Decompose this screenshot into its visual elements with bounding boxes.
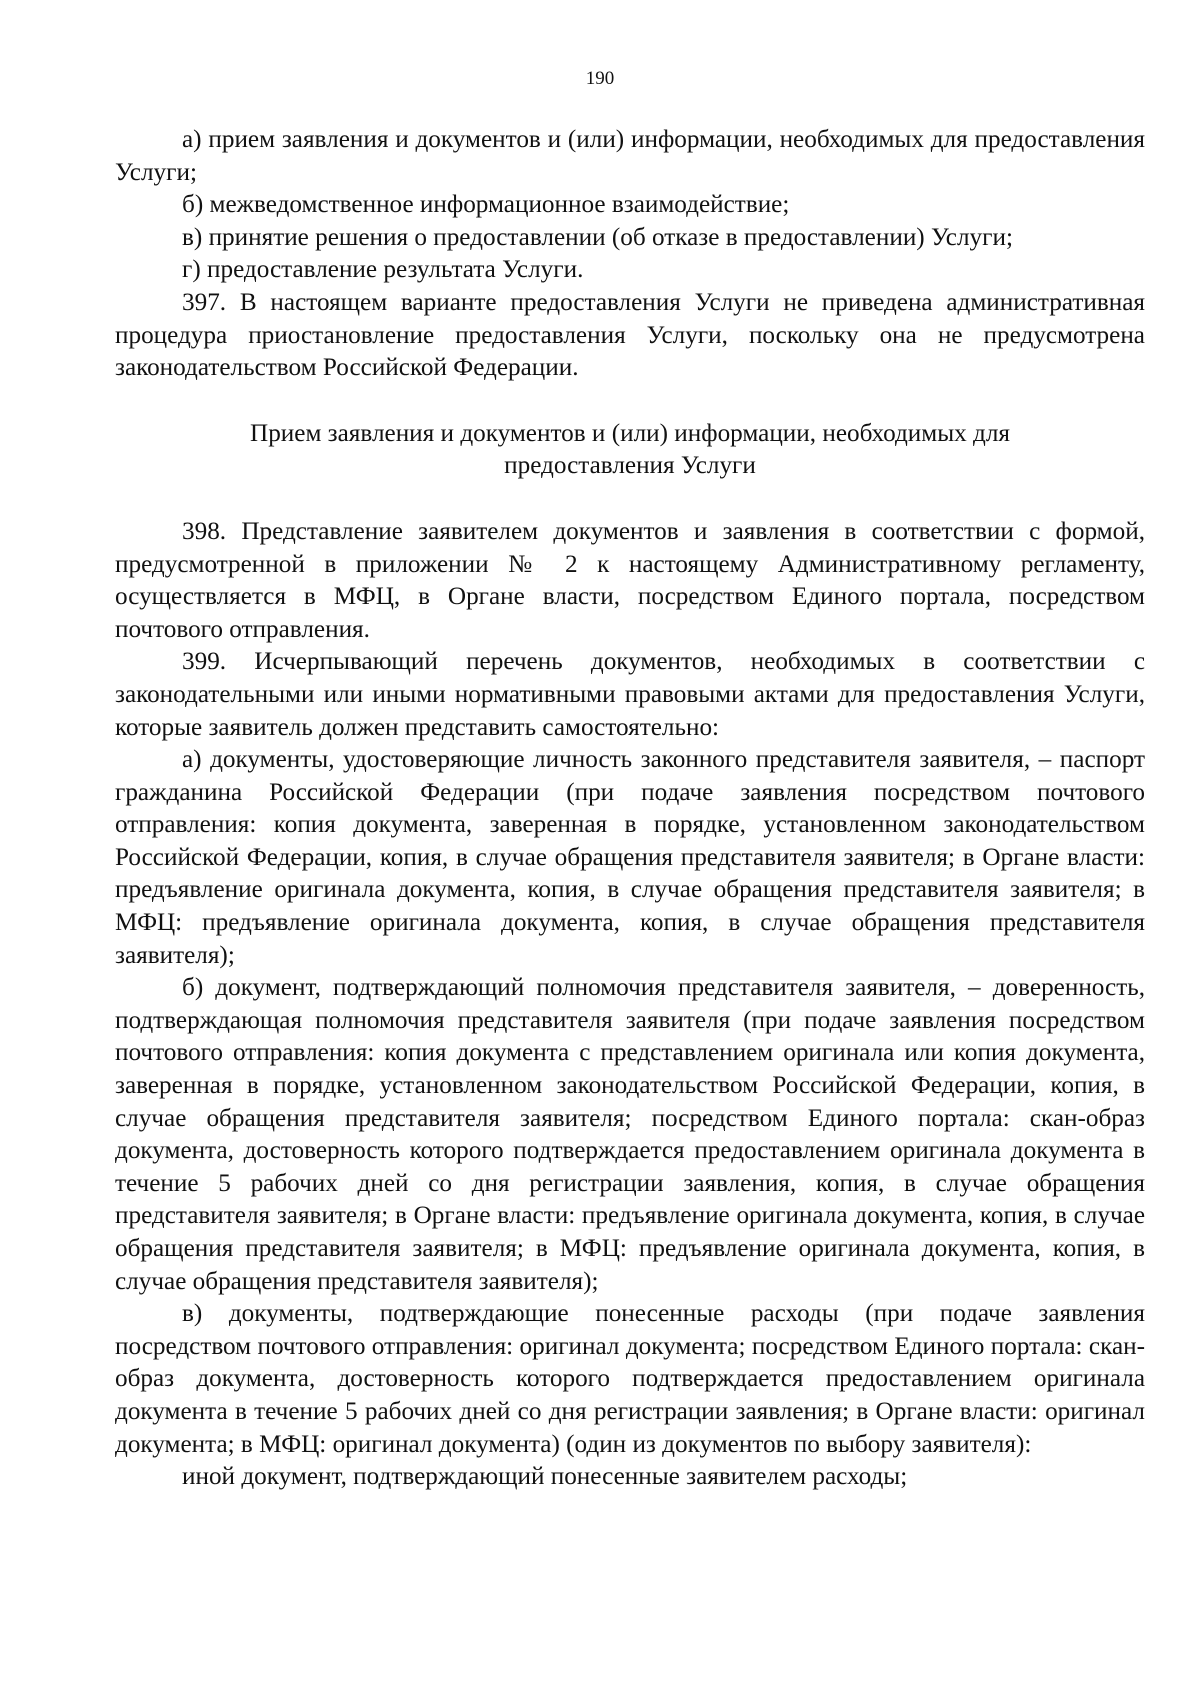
- section-heading: [115, 418, 1145, 483]
- list-item-a: а) прием заявления и документов и (или) информации, необходимых для предоставления Услуги;: [115, 126, 1145, 186]
- paragraph-399: 399. Исчерпывающий перечень документов, необходимых в соответствии с законодательными или иными нормативными правовыми актами для предоставления Услуги, которые заявитель должен представить самостоятельно:: [115, 648, 1145, 741]
- list-item-b: б) межведомственное информационное взаимодействие;: [182, 191, 790, 219]
- list-item-v: в) принятие решения о предоставлении (об отказе в предоставлении) Услуги;: [182, 223, 1013, 251]
- list-item-a-identity-docs: а) документы, удостоверяющие личность законного представителя заявителя, – паспорт гражданина Российской Федерации (при подаче заявления посредством почтового отправления: копия документа, заверенная в порядке, установленном законодательством Российской Федерации, копия, в случае обращения представителя заявителя; в Органе власти: предъявление оригинала документа, копия, в случае обращения представителя заявителя; в МФЦ: предъявление оригинала документа, копия, в случае обращения представителя заявителя);: [115, 746, 1145, 969]
- paragraph-398: 398. Представление заявителем документов и заявления в соответствии с формой, предусмотренной в приложении № 2 к настоящему Административному регламенту, осуществляется в МФЦ, в Органе власти, посредством Единого портала, посредством почтового отправления.: [115, 517, 1145, 643]
- document-body: [115, 124, 1145, 1494]
- list-item-v-expense-docs: в) документы, подтверждающие понесенные расходы (при подаче заявления посредством почтового отправления: оригинал документа; посредством Единого портала: скан-образ документа, достоверность которого подтверждается предоставлением оригинала документа в течение 5 рабочих дней со дня регистрации заявления; в Органе власти: оригинал документа; в МФЦ: оригинал документа) (один из документов по выбору заявителя):: [115, 1300, 1145, 1458]
- page-number: 190: [585, 68, 615, 89]
- list-item-b-authority-docs: б) документ, подтверждающий полномочия представителя заявителя, – доверенность, подтверждающая полномочия представителя заявителя (при подаче заявления посредством почтового отправления: копия документа с представлением оригинала или копия документа, заверенная в порядке, установленном законодательством Российской Федерации, копия, в случае обращения представителя заявителя; посредством Единого портала: скан-образ документа, достоверность которого подтверждается предоставлением оригинала документа в течение 5 рабочих дней со дня регистрации заявления, копия, в случае обращения представителя заявителя; в Органе власти: предъявление оригинала документа, копия, в случае обращения представителя заявителя; в МФЦ: предъявление оригинала документа, копия, в случае обращения представителя заявителя);: [115, 974, 1145, 1295]
- paragraph-other-document: иной документ, подтверждающий понесенные заявителем расходы;: [182, 1463, 908, 1491]
- section-heading-line-2: предоставления Услуги: [504, 452, 756, 480]
- paragraph-397: 397. В настоящем варианте предоставления Услуги не приведена административная процедура приостановление предоставления Услуги, поскольку она не предусмотрена законодательством Российской Федерации.: [115, 288, 1145, 382]
- section-heading-line-1: Прием заявления и документов и (или) информации, необходимых для: [250, 419, 1010, 447]
- list-item-g: г) предоставление результата Услуги.: [182, 256, 584, 284]
